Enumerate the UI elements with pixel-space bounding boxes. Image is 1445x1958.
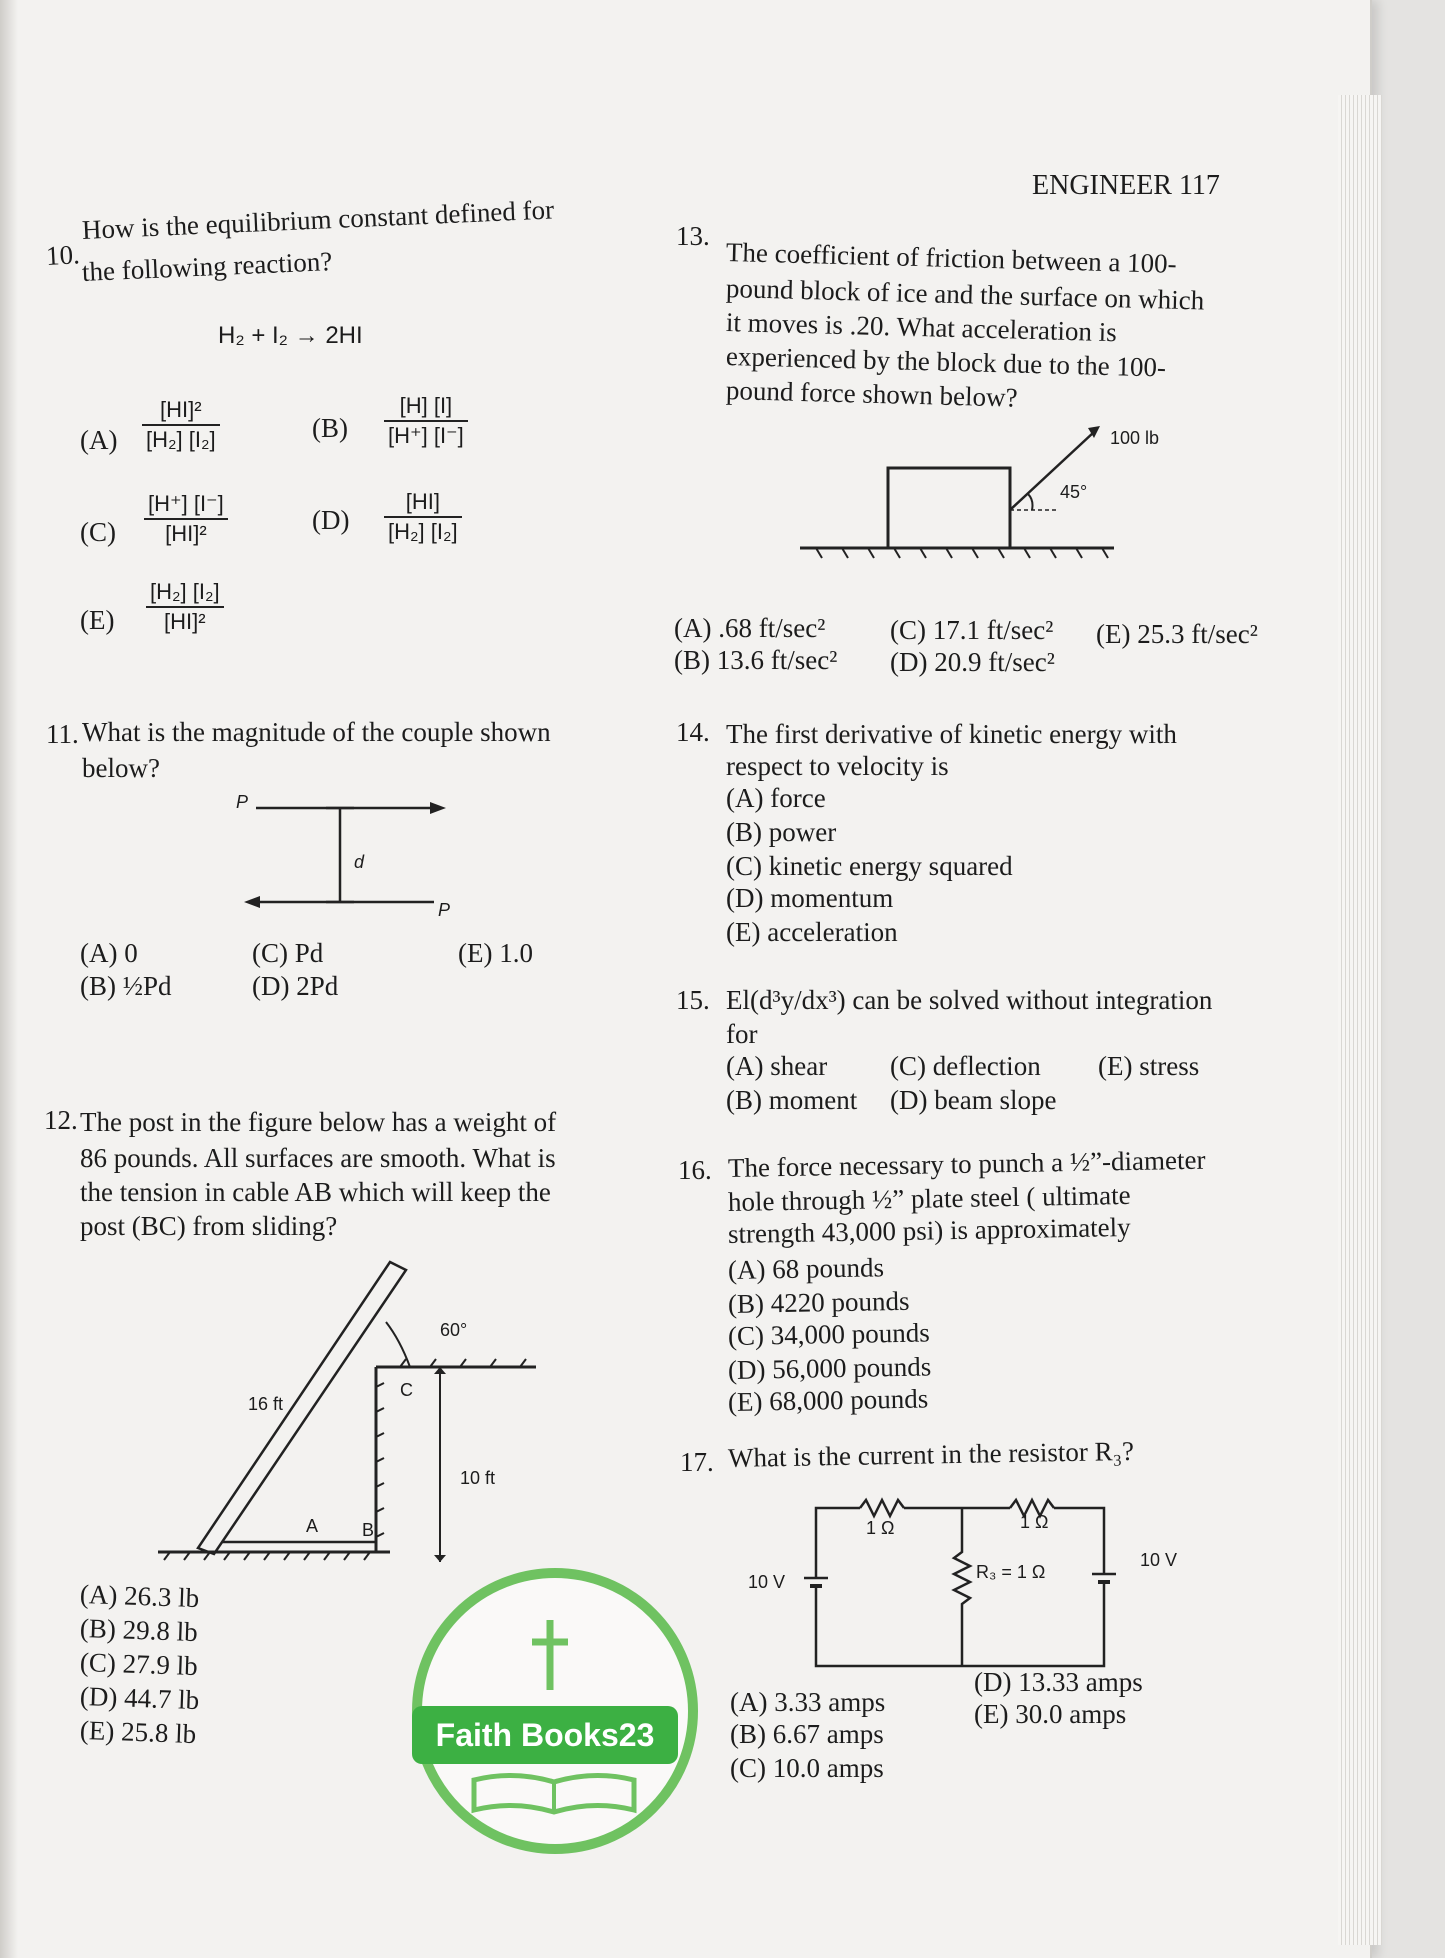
circuit-r1-label: 1 Ω: [866, 1518, 895, 1538]
q16-line2: hole through ½” plate steel ( ultimate: [727, 1179, 1131, 1217]
running-head: ENGINEER 117: [1032, 170, 1220, 201]
q14-option-a: (A) force: [726, 783, 826, 813]
page-gutter: [0, 0, 18, 1958]
q12-line1: The post in the figure below has a weight of: [80, 1107, 557, 1137]
q13-option-a: (A) .68 ft/sec²: [674, 613, 826, 643]
q13-line1: The coefficient of friction between a 100-: [725, 237, 1178, 279]
q16-option-b: (B) 4220 pounds: [727, 1285, 910, 1319]
q10-option-d-label: (D): [312, 505, 350, 535]
q10-e-numerator: [H₂] [I₂]: [146, 578, 224, 608]
watermark-label: Faith Books23: [412, 1706, 678, 1764]
watermark-book-icon: [470, 1770, 640, 1820]
q16-option-e: (E) 68,000 pounds: [727, 1383, 929, 1417]
q16-number: 16.: [678, 1155, 712, 1185]
block-angle-label: 45°: [1060, 482, 1088, 502]
post-diagram: [150, 1262, 550, 1582]
q10-line2: the following reaction?: [81, 246, 333, 287]
couple-label-p-bottom: P: [438, 900, 451, 920]
q17-option-e: (E) 30.0 amps: [974, 1699, 1127, 1729]
couple-diagram: [230, 790, 470, 920]
q11-option-c: (C) Pd: [252, 938, 324, 968]
q17-option-d: (D) 13.33 amps: [974, 1667, 1143, 1697]
q14-option-b: (B) power: [726, 817, 837, 847]
circuit-r2-label: 1 Ω: [1020, 1512, 1049, 1532]
q17-option-b: (B) 6.67 amps: [730, 1719, 884, 1749]
circuit-right-voltage: 10 V: [1140, 1550, 1178, 1570]
q15-line2: for: [726, 1019, 758, 1049]
q13-option-c: (C) 17.1 ft/sec²: [890, 615, 1054, 645]
q11-option-d: (D) 2Pd: [252, 971, 339, 1001]
q14-option-e: (E) acceleration: [726, 917, 898, 947]
circuit-diagram: [760, 1480, 1160, 1680]
q10-e-denominator: [HI]²: [164, 609, 206, 634]
q15-option-e: (E) stress: [1098, 1051, 1200, 1081]
q13-option-e: (E) 25.3 ft/sec²: [1096, 619, 1258, 649]
q12-line4: post (BC) from sliding?: [80, 1211, 338, 1241]
q10-option-a-label: (A): [80, 425, 118, 455]
q14-line2: respect to velocity is: [726, 751, 949, 781]
couple-label-d: d: [354, 852, 365, 872]
q12-option-a: (A) 26.3 lb: [79, 1579, 200, 1614]
post-angle-label: 60°: [440, 1320, 468, 1340]
post-height-label: 10 ft: [460, 1468, 496, 1488]
q17-option-c: (C) 10.0 amps: [730, 1753, 884, 1783]
q13-line4: experienced by the block due to the 100-: [725, 341, 1167, 383]
q10-option-b-label: (B): [312, 413, 348, 443]
q10-d-denominator: [H₂] [I₂]: [388, 519, 458, 544]
q10-c-denominator: [HI]²: [165, 521, 207, 546]
q16-line1: The force necessary to punch a ½”-diameter: [727, 1144, 1206, 1183]
q16-option-a: (A) 68 pounds: [727, 1252, 885, 1285]
q15-line1: El(d³y/dx³) can be solved without integration: [726, 985, 1213, 1015]
post-length-label: 16 ft: [248, 1394, 284, 1414]
q10-option-c-label: (C): [80, 517, 116, 547]
q10-number: 10.: [45, 239, 81, 271]
q13-number: 13.: [676, 221, 710, 251]
q10-reaction: H₂ + I₂ → 2HI: [218, 322, 363, 349]
q10-option-d-fraction: [384, 488, 462, 546]
q14-line1: The first derivative of kinetic energy with: [726, 719, 1177, 749]
q10-b-denominator: [H⁺] [I⁻]: [388, 423, 464, 448]
q15-option-c: (C) deflection: [890, 1051, 1041, 1081]
q16-option-c: (C) 34,000 pounds: [727, 1317, 930, 1351]
couple-label-p-top: P: [236, 792, 249, 812]
circuit-r3-label: R₃ = 1 Ω: [976, 1562, 1046, 1582]
q12-line2: 86 pounds. All surfaces are smooth. What is: [80, 1143, 556, 1173]
page-edges: [1338, 95, 1382, 1945]
q14-option-d: (D) momentum: [726, 883, 894, 913]
q11-option-e: (E) 1.0: [458, 938, 533, 968]
q10-c-numerator: [H⁺] [I⁻]: [144, 490, 228, 520]
q13-line3: it moves is .20. What acceleration is: [725, 307, 1118, 348]
q10-line1: How is the equilibrium constant defined for: [81, 194, 555, 245]
circuit-left-voltage: 10 V: [748, 1572, 786, 1592]
q10-option-c-fraction: [144, 490, 228, 548]
q13-line2: pound block of ice and the surface on which: [725, 273, 1205, 316]
q15-option-d: (D) beam slope: [890, 1085, 1057, 1115]
q16-line3: strength 43,000 psi) is approximately: [727, 1211, 1131, 1249]
q10-option-e-fraction: [146, 578, 224, 636]
q15-number: 15.: [676, 985, 710, 1015]
q10-option-b-fraction: [384, 392, 468, 450]
q14-number: 14.: [676, 717, 710, 747]
q16-option-d: (D) 56,000 pounds: [727, 1351, 932, 1385]
q13-option-b: (B) 13.6 ft/sec²: [674, 645, 838, 675]
q12-number: 12.: [44, 1105, 78, 1135]
q10-d-numerator: [HI]: [384, 488, 462, 518]
q11-option-b: (B) ½Pd: [80, 971, 172, 1001]
q14-option-c: (C) kinetic energy squared: [726, 851, 1013, 881]
q11-option-a: (A) 0: [80, 938, 138, 968]
post-label-c: C: [400, 1380, 413, 1400]
q13-option-d: (D) 20.9 ft/sec²: [890, 647, 1055, 677]
block-force-label: 100 lb: [1110, 428, 1160, 448]
q12-option-e: (E) 25.8 lb: [79, 1715, 197, 1750]
q17-number: 17.: [680, 1447, 714, 1477]
q10-option-a-fraction: [142, 396, 220, 454]
watermark-cross-icon: [520, 1620, 580, 1700]
q12-option-b: (B) 29.8 lb: [79, 1613, 199, 1648]
q17-option-a: (A) 3.33 amps: [730, 1687, 886, 1717]
q11-line1: What is the magnitude of the couple shown: [82, 717, 551, 747]
q11-line2: below?: [82, 753, 160, 783]
q15-option-a: (A) shear: [726, 1051, 828, 1081]
q12-option-d: (D) 44.7 lb: [79, 1681, 200, 1716]
q12-option-c: (C) 27.9 lb: [79, 1647, 199, 1682]
q10-option-e-label: (E): [80, 605, 115, 635]
q10-b-numerator: [H] [I]: [384, 392, 468, 422]
q11-number: 11.: [46, 719, 79, 749]
post-label-a: A: [306, 1516, 319, 1536]
q13-line5: pound force shown below?: [725, 375, 1018, 413]
q15-option-b: (B) moment: [726, 1085, 858, 1115]
q10-a-numerator: [HI]²: [142, 396, 220, 426]
post-label-b: B: [362, 1520, 375, 1540]
q17-line1: What is the current in the resistor R₃?: [727, 1435, 1135, 1473]
q10-a-denominator: [H₂] [I₂]: [146, 427, 216, 452]
q12-line3: the tension in cable AB which will keep the: [80, 1177, 551, 1207]
